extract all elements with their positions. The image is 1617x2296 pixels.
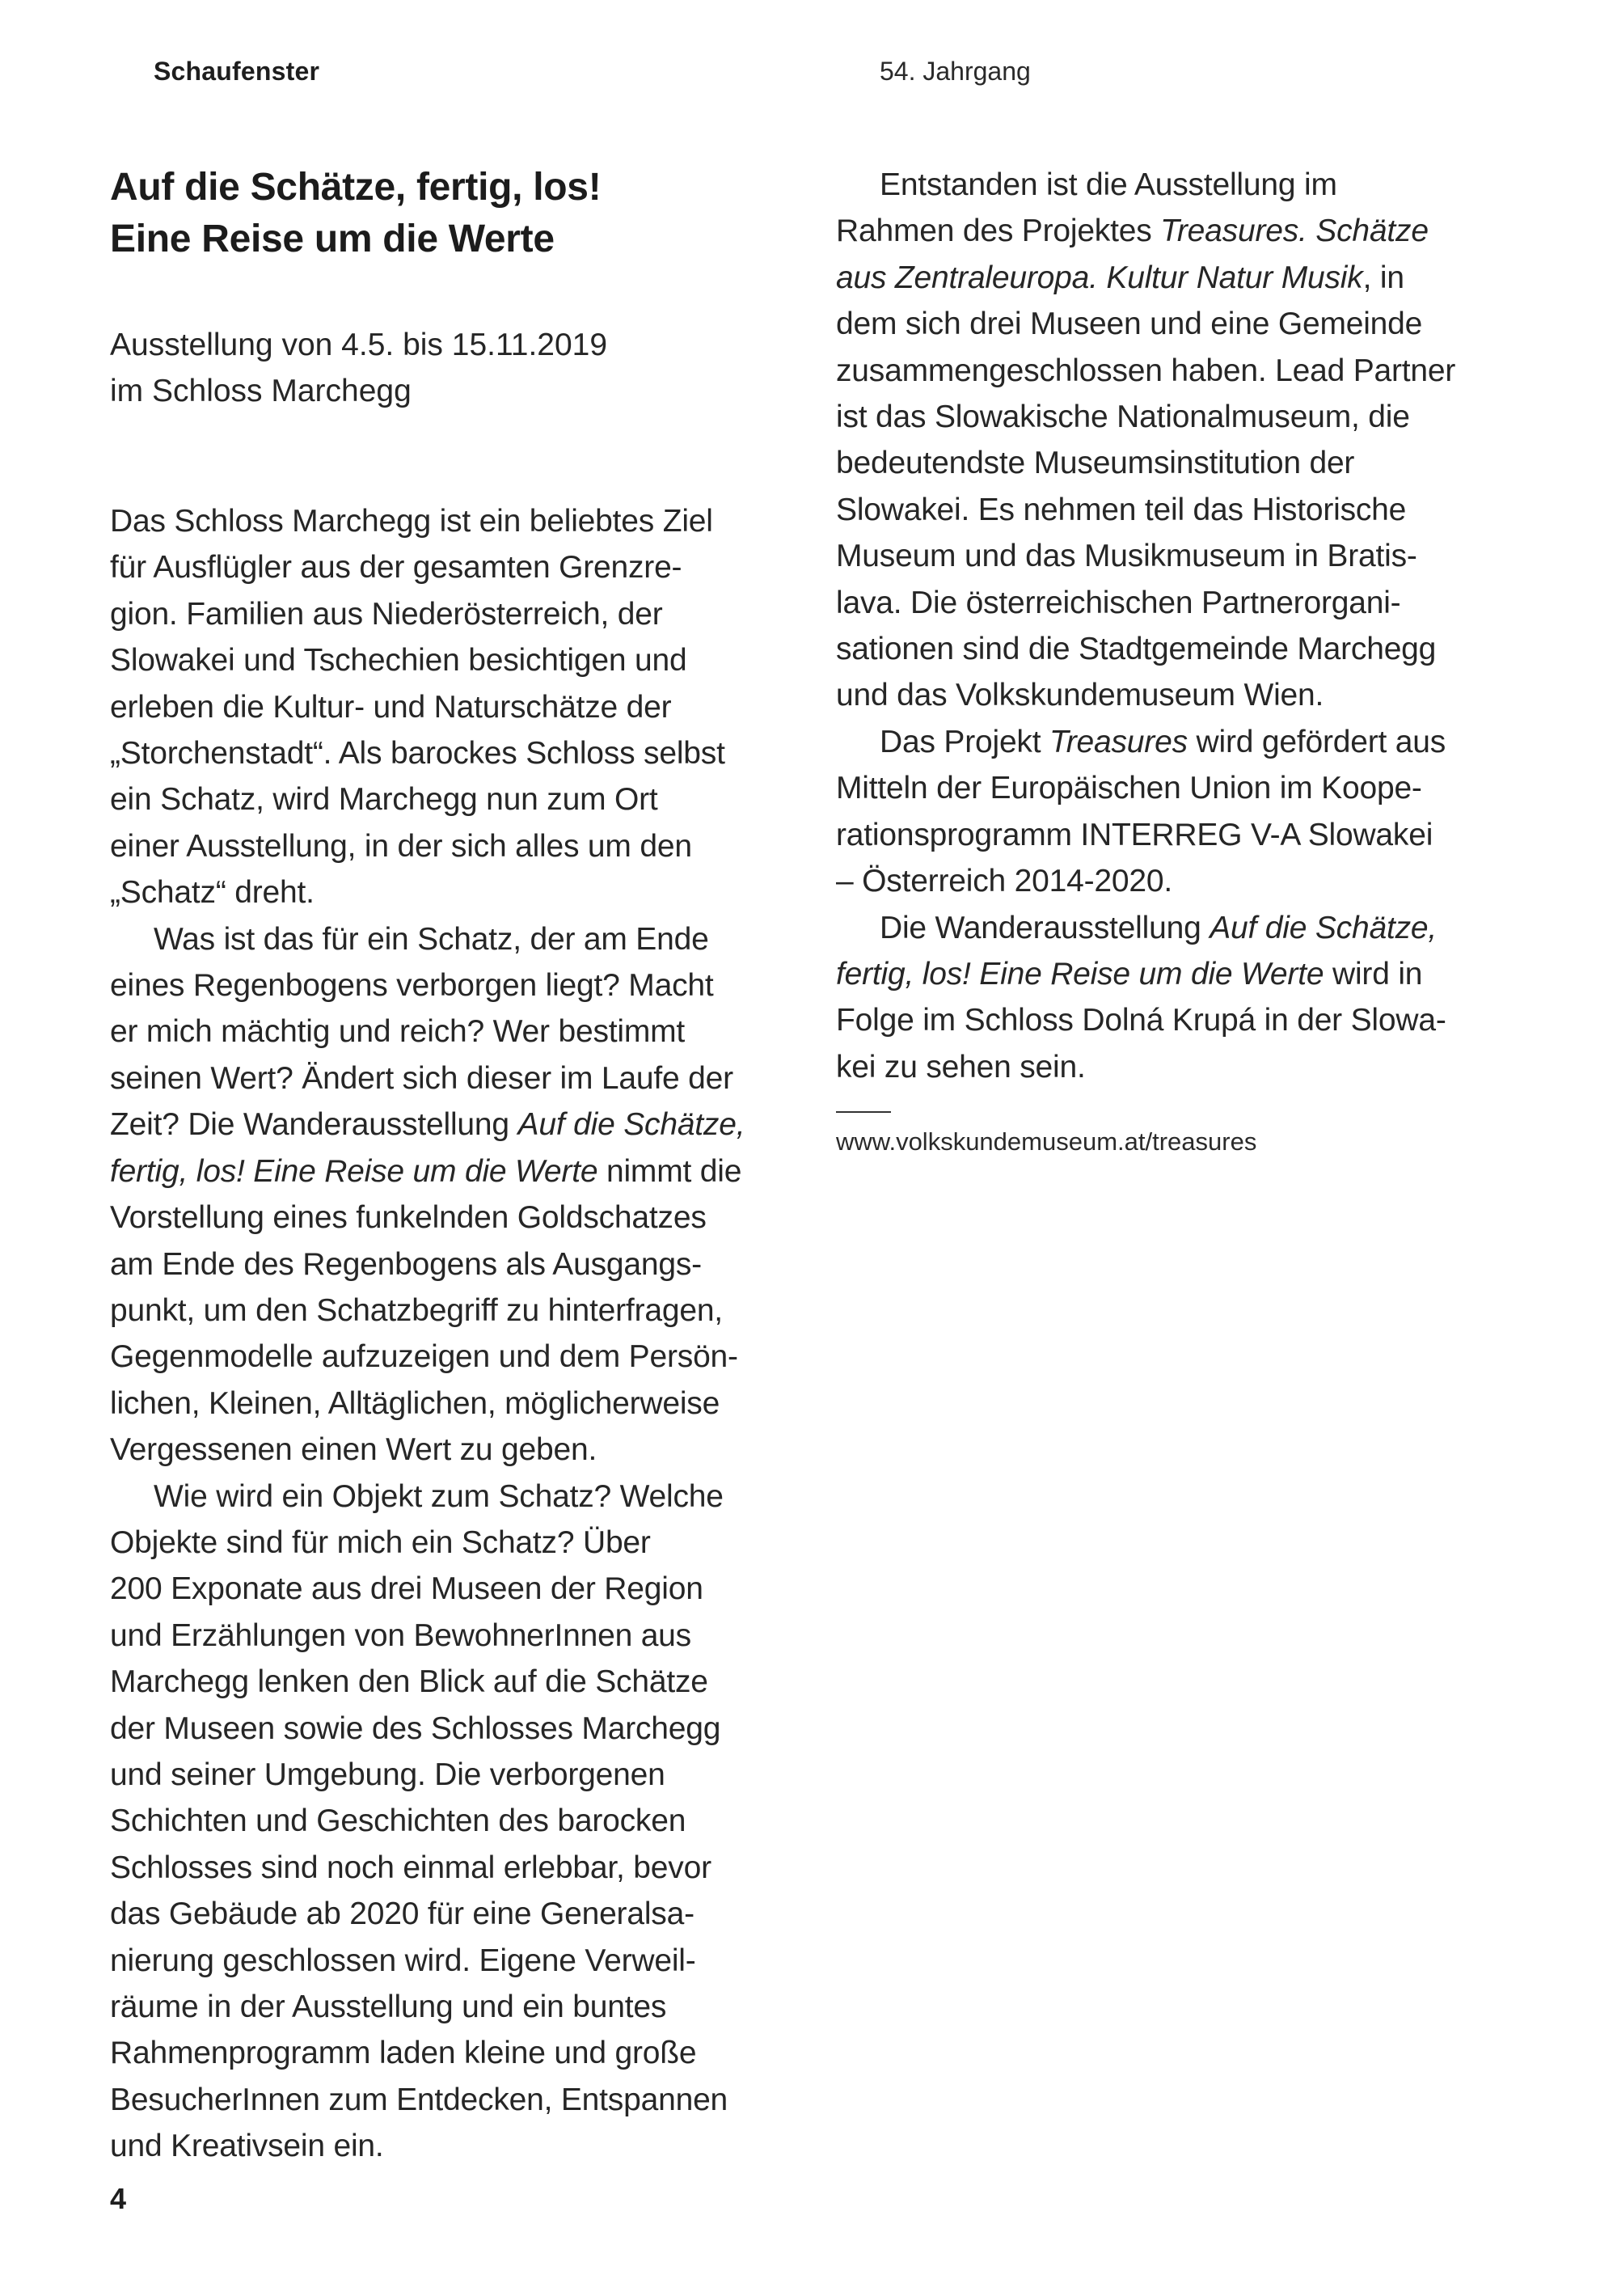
article-body-left [110, 498, 797, 2170]
text-run: lava. Die österreichischen Partnerorgani- [836, 585, 1401, 620]
text-run: sationen sind die Stadtgemeinde Marchegg [836, 632, 1437, 667]
text-run: Slowakei und Tschechien besichtigen und [110, 643, 687, 679]
text-run: – Österreich 2014-2020. [836, 864, 1172, 899]
subtitle-line-2: im Schloss Marchegg [110, 374, 412, 408]
text-run: lichen, Kleinen, Alltäglichen, möglicherweise [110, 1385, 720, 1421]
body-line [110, 1288, 797, 1334]
text-run: bedeutendste Museumsinstitution der [836, 446, 1355, 481]
body-line [110, 1845, 797, 1891]
text-run: Schichten und Geschichten des barocken [110, 1803, 686, 1839]
text-run: Gegenmodelle aufzuzeigen und dem Persön- [110, 1339, 738, 1375]
body-line [836, 765, 1523, 811]
italic-title-run: aus Zentraleuropa. Kultur Natur Musik [836, 260, 1363, 295]
left-column [110, 162, 797, 2170]
text-run: Mitteln der Europäischen Union im Koope- [836, 771, 1422, 806]
body-line [836, 626, 1523, 672]
text-run: zusammengeschlossen haben. Lead Partner [836, 353, 1456, 388]
right-column [836, 162, 1523, 1158]
text-run: 200 Exponate aus drei Museen der Region [110, 1571, 703, 1607]
body-line [110, 1613, 797, 1659]
text-run: und das Volkskundemuseum Wien. [836, 678, 1324, 713]
body-line [836, 1044, 1523, 1090]
body-line [836, 487, 1523, 533]
text-run: Wie wird ein Objekt zum Schatz? Welche [154, 1478, 724, 1514]
body-line [836, 208, 1523, 254]
text-run: einer Ausstellung, in der sich alles um den [110, 828, 692, 864]
text-run: am Ende des Regenbogens als Ausgangs- [110, 1246, 702, 1282]
text-run: räume in der Ausstellung und ein buntes [110, 1989, 667, 2024]
body-line [110, 1381, 797, 1427]
text-run: , in [1362, 260, 1404, 295]
text-run: BesucherInnen zum Entdecken, Entspannen [110, 2082, 728, 2117]
italic-title-run: Auf die Schätze, [517, 1107, 745, 1143]
body-line [110, 776, 797, 822]
body-line [110, 730, 797, 776]
body-line [110, 2030, 797, 2076]
body-line [110, 684, 797, 730]
text-run: der Museen sowie des Schlosses Marchegg [110, 1710, 721, 1746]
text-run: dem sich drei Museen und eine Gemeinde [836, 307, 1423, 342]
body-line [836, 951, 1523, 997]
article-title [110, 162, 797, 265]
section-label: Schaufenster [154, 57, 320, 86]
text-run: Rahmenprogramm laden kleine und große [110, 2036, 697, 2071]
text-run: „Storchenstadt“. Als barockes Schloss selbst [110, 736, 725, 772]
text-run: erleben die Kultur- und Naturschätze der [110, 689, 672, 725]
title-line-1: Auf die Schätze, fertig, los! [110, 166, 602, 209]
body-line [110, 1520, 797, 1566]
text-run: Vergessenen einen Wert zu geben. [110, 1432, 597, 1468]
body-line [110, 1938, 797, 1984]
italic-title-run: Treasures. Schätze [1160, 214, 1429, 249]
text-run: eines Regenbogens verborgen liegt? Macht [110, 968, 714, 1004]
text-run: „Schatz“ dreht. [110, 875, 315, 911]
text-run: und Erzählungen von BewohnerInnen aus [110, 1617, 691, 1653]
italic-title-run: fertig, los! Eine Reise um die Werte [110, 1153, 598, 1189]
text-run: Rahmen des Projektes [836, 214, 1161, 249]
text-run: das Gebäude ab 2020 für eine Generalsa- [110, 1896, 695, 1932]
body-line [110, 1984, 797, 2030]
body-line [110, 1101, 797, 1148]
italic-title-run: Auf die Schätze, [1210, 910, 1438, 945]
body-line [110, 1706, 797, 1752]
page-number: 4 [110, 2182, 127, 2215]
body-line [110, 2077, 797, 2123]
subtitle-line-1: Ausstellung von 4.5. bis 15.11.2019 [110, 328, 608, 362]
body-line [836, 719, 1523, 765]
body-line [836, 812, 1523, 858]
text-run: nierung geschlossen wird. Eigene Verweil- [110, 1943, 696, 1978]
text-run: Slowakei. Es nehmen teil das Historische [836, 492, 1407, 527]
body-line [110, 1891, 797, 1937]
text-run: und Kreativsein ein. [110, 2129, 384, 2164]
text-run: nimmt die [597, 1153, 742, 1189]
body-line [110, 1798, 797, 1844]
text-run: wird gefördert aus [1187, 724, 1446, 759]
text-run: Das Schloss Marchegg ist ein beliebtes Ziel [110, 504, 713, 539]
body-line [836, 301, 1523, 347]
divider-rule [836, 1111, 891, 1113]
body-line [110, 591, 797, 637]
title-line-2: Eine Reise um die Werte [110, 218, 555, 260]
text-run: punkt, um den Schatzbegriff zu hinterfragen, [110, 1292, 723, 1328]
body-line [110, 1334, 797, 1380]
body-line [110, 1241, 797, 1288]
body-line [110, 916, 797, 962]
text-run: Was ist das für ein Schatz, der am Ende [154, 921, 709, 957]
body-line [836, 905, 1523, 951]
text-run: und seiner Umgebung. Die verborgenen [110, 1757, 665, 1792]
body-line [110, 544, 797, 590]
volume-label: 54. Jahrgang [880, 57, 1031, 86]
body-line [836, 394, 1523, 440]
text-run: Die Wanderausstellung [880, 910, 1210, 945]
body-line [110, 498, 797, 544]
exhibition-dates [110, 322, 797, 414]
body-line [110, 1752, 797, 1798]
body-line [110, 1195, 797, 1241]
body-line [836, 672, 1523, 718]
text-run: Schlosses sind noch einmal erlebbar, bevor [110, 1850, 711, 1885]
text-run: ist das Slowakische Nationalmuseum, die [836, 400, 1410, 435]
body-line [110, 1474, 797, 1520]
italic-title-run: fertig, los! Eine Reise um die Werte [836, 956, 1324, 992]
body-line [836, 533, 1523, 579]
body-line [836, 580, 1523, 626]
body-line [836, 440, 1523, 486]
text-run: ein Schatz, wird Marchegg nun zum Ort [110, 782, 658, 818]
text-run: Entstanden ist die Ausstellung im [880, 167, 1337, 202]
article-body-right [836, 162, 1523, 1090]
body-line [836, 858, 1523, 904]
body-line [110, 1008, 797, 1055]
body-line [110, 1427, 797, 1473]
body-line [836, 255, 1523, 301]
body-line [836, 162, 1523, 208]
body-line [110, 1055, 797, 1101]
body-line [836, 997, 1523, 1043]
text-run: Das Projekt [880, 724, 1050, 759]
text-run: rationsprogramm INTERREG V-A Slowakei [836, 817, 1433, 852]
text-run: Marchegg lenken den Blick auf die Schätze [110, 1664, 708, 1700]
body-line [110, 637, 797, 683]
body-line [110, 962, 797, 1008]
text-run: wird in [1324, 956, 1423, 992]
text-run: Museum und das Musikmuseum in Bratis- [836, 539, 1417, 574]
body-line [110, 2123, 797, 2169]
text-run: für Ausflügler aus der gesamten Grenzre- [110, 550, 682, 586]
text-run: Zeit? Die Wanderausstellung [110, 1107, 518, 1143]
text-run: Objekte sind für mich ein Schatz? Über [110, 1524, 651, 1560]
italic-title-run: Treasures [1049, 724, 1188, 759]
text-run: seinen Wert? Ändert sich dieser im Laufe der [110, 1060, 733, 1096]
body-line [836, 348, 1523, 394]
body-line [110, 869, 797, 915]
text-run: Vorstellung eines funkelnden Goldschatzes [110, 1200, 707, 1236]
body-line [110, 1566, 797, 1612]
website-link[interactable]: www.volkskundemuseum.at/treasures [836, 1127, 1257, 1156]
body-line [110, 1659, 797, 1705]
text-run: gion. Familien aus Niederösterreich, der [110, 596, 663, 632]
text-run: er mich mächtig und reich? Wer bestimmt [110, 1014, 686, 1050]
text-run: Folge im Schloss Dolná Krupá in der Slowa- [836, 1003, 1446, 1038]
body-line [110, 1148, 797, 1195]
body-line [110, 823, 797, 869]
text-run: kei zu sehen sein. [836, 1049, 1086, 1085]
